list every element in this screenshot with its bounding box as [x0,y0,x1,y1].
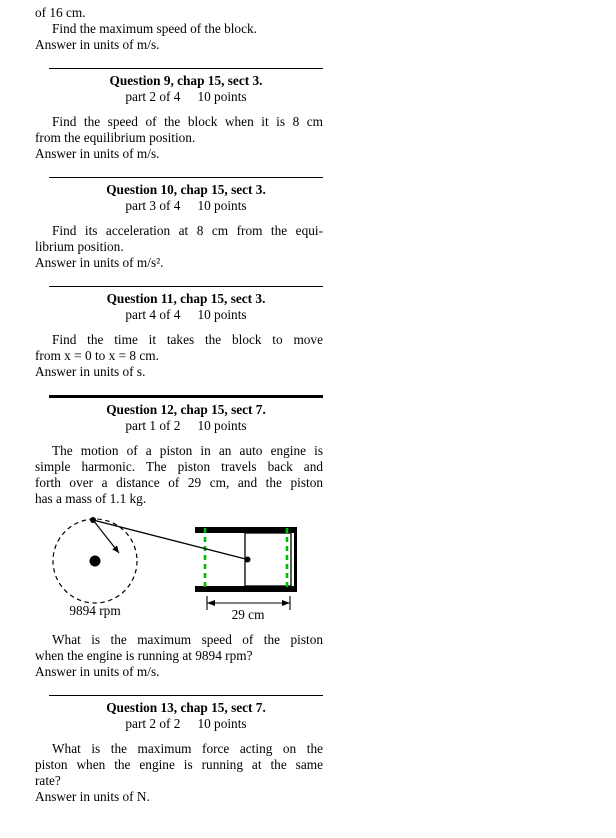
section-divider [49,286,323,287]
question-points: 10 points [197,198,247,213]
wrist-pin-dot [245,557,251,563]
question-part: part 4 of 4 [125,307,181,322]
crank-pin-dot [90,517,96,523]
answer-line [35,364,323,380]
question-part-line [49,418,323,434]
section-divider [49,695,323,696]
paragraph [35,114,323,146]
paragraph [35,223,323,255]
question-part-line [49,307,323,323]
question-header [49,182,323,214]
figure-crank-piston [35,515,327,623]
text-line: Answer in units of m/s². [35,255,164,270]
question-part-line [49,89,323,105]
question-points: 10 points [197,716,247,731]
question-block-11 [35,286,323,380]
answer-line [35,789,323,805]
paragraph [35,5,323,21]
cylinder-end-cap [294,527,297,592]
question-block-9 [35,68,323,162]
text-line: What is the maximum force acting on the [52,741,323,756]
cylinder-top-wall [195,527,297,533]
text-line: from the equilibrium position. [35,130,196,145]
question-title: Question 12, chap 15, sect 7. [106,402,266,417]
question-title: Question 9, chap 15, sect 3. [109,73,263,88]
question-block-10 [35,177,323,271]
answer-line [35,37,323,53]
paragraph [35,332,323,364]
question-points: 10 points [197,89,247,104]
text-line: from x = 0 to x = 8 cm. [35,348,159,363]
text-line: Answer in units of m/s. [35,146,160,161]
text-column [35,5,323,805]
text-line: Answer in units of s. [35,364,146,379]
text-line: simple harmonic. The piston travels back and [35,459,323,474]
question-header [49,73,323,105]
question-header [49,291,323,323]
question-points: 10 points [197,307,247,322]
question-part: part 2 of 4 [125,89,181,104]
question-part-line [49,716,323,732]
section-divider [49,68,323,69]
dimension-arrow-left [207,600,215,606]
answer-line [35,664,323,680]
question-part: part 1 of 2 [125,418,181,433]
text-line: Answer in units of m/s. [35,664,160,679]
question-part: part 3 of 4 [125,198,181,213]
crankshaft-dot [90,556,101,567]
paragraph [35,21,323,37]
paragraph [35,632,323,664]
text-line: rate? [35,773,61,788]
text-line: Answer in units of m/s. [35,37,160,52]
text-line: Find the maximum speed of the block. [52,21,257,36]
question-title: Question 10, chap 15, sect 3. [106,182,266,197]
answer-line [35,255,323,271]
question-title: Question 11, chap 15, sect 3. [106,291,266,306]
text-line: piston when the engine is running at the same [35,757,323,772]
question-points: 10 points [197,418,247,433]
text-line: when the engine is running at 9894 rpm? [35,648,253,663]
question-part-line [49,198,323,214]
rpm-label: 9894 rpm [69,603,121,618]
text-line: of 16 cm. [35,5,86,20]
question-block-12 [35,395,323,680]
section-divider-thick [49,395,323,398]
section-divider [49,177,323,178]
text-line: The motion of a piston in an auto engine is [52,443,323,458]
connecting-rod [93,520,248,560]
question-title: Question 13, chap 15, sect 7. [106,700,266,715]
text-line: Find the speed of the block when it is 8 cm [52,114,323,129]
piston [245,533,291,586]
intro-fragment [35,5,323,53]
question-header [49,700,323,732]
question-header [49,402,323,434]
cylinder-bottom-wall [195,586,297,592]
dimension-arrow-right [282,600,290,606]
text-line: forth over a distance of 29 cm, and the piston [35,475,323,490]
paragraph [35,443,323,507]
question-part: part 2 of 2 [125,716,181,731]
text-line: What is the maximum speed of the piston [52,632,323,647]
paragraph [35,741,323,789]
text-line: librium position. [35,239,124,254]
text-line: Find its acceleration at 8 cm from the equi- [52,223,323,238]
question-block-13 [35,695,323,805]
text-line: has a mass of 1.1 kg. [35,491,147,506]
answer-line [35,146,323,162]
distance-label: 29 cm [231,607,265,622]
text-line: Find the time it takes the block to move [52,332,323,347]
text-line: Answer in units of N. [35,789,150,804]
